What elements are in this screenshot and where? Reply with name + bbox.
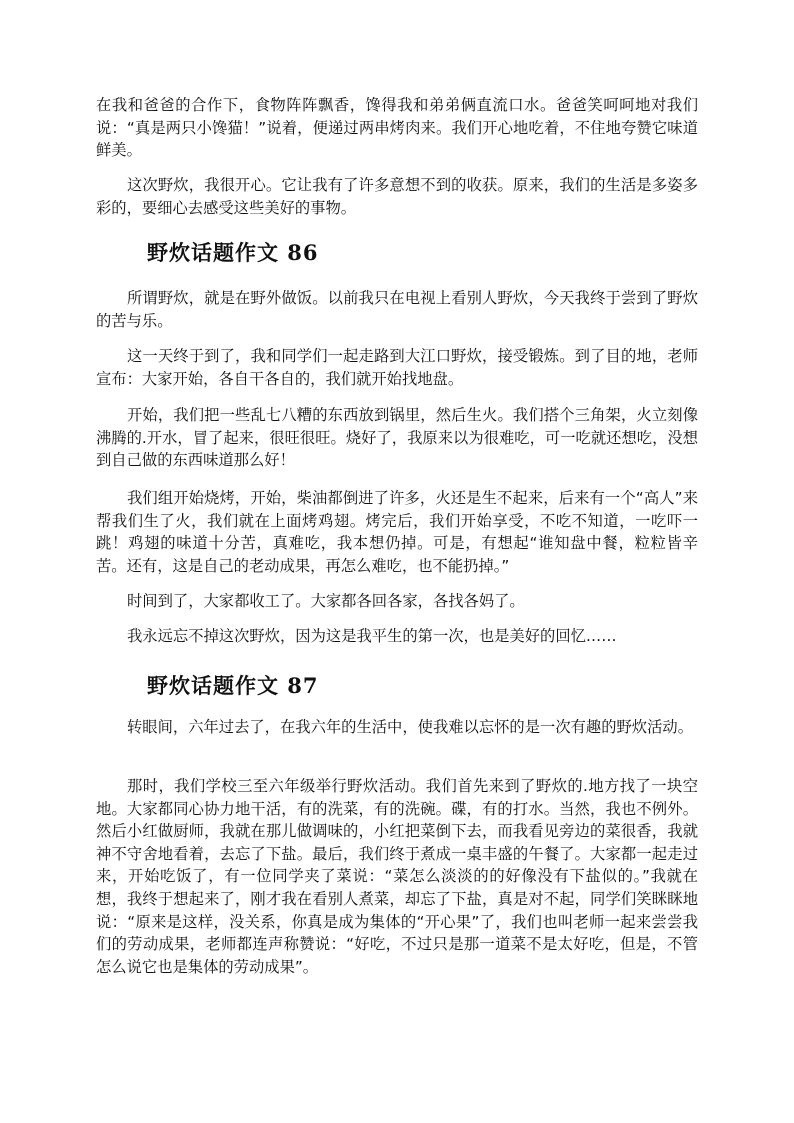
section-heading: 野炊话题作文 86 (147, 240, 319, 265)
paragraph: 开始，我们把一些乱七八糟的东西放到锅里，然后生火。我们搭个三角架，火立刻像沸腾的.开水，冒了起来，很旺很旺。烧好了，我原来以为很难吃，可一吃就还想吃，没想到自己做的东西味道那么好！ (96, 406, 698, 470)
section-heading: 野炊话题作文 87 (147, 673, 319, 698)
paragraph: 转眼间，六年过去了，在我六年的生活中，使我难以忘怀的是一次有趣的野炊活动。 (127, 718, 693, 736)
paragraph: 在我和爸爸的合作下，食物阵阵飘香，馋得我和弟弟俩直流口水。爸爸笑呵呵地对我们说：“真是两只小馋猫！”说着，便递过两串烤肉来。我们开心地吃着，不住地夸赞它味道鲜美。 (96, 96, 698, 160)
paragraph: 这一天终于到了，我和同学们一起走路到大江口野炊，接受锻炼。到了目的地，老师宣布：大家开始，各自干各自的，我们就开始找地盘。 (96, 347, 698, 388)
paragraph: 所谓野炊，就是在野外做饭。以前我只在电视上看别人野炊，今天我终于尝到了野炊的苦与乐。 (96, 289, 698, 330)
paragraph: 我们组开始烧烤，开始，柴油都倒进了许多，火还是生不起来，后来有一个“高人”来帮我们生了火，我们就在上面烤鸡翅。烤完后，我们开始享受，不吃不知道，一吃吓一跳！鸡翅的味道十分苦，真难吃，我本想仍掉。可是，有想起“谁知盘中餐，粒粒皆辛苦。还有，这是自己的老动成果，再怎么难吃，也不能扔掉。” (96, 489, 698, 575)
paragraph: 我永远忘不掉这次野炊，因为这是我平生的第一次，也是美好的回忆…… (127, 627, 617, 645)
paragraph: 这次野炊，我很开心。它让我有了许多意想不到的收获。原来，我们的生活是多姿多彩的，要细心去感受这些美好的事物。 (96, 176, 698, 217)
paragraph: 时间到了，大家都收工了。大家都各回各家，各找各妈了。 (127, 592, 525, 610)
paragraph: 那时，我们学校三至六年级举行野炊活动。我们首先来到了野炊的.地方找了一块空地。大家都同心协力地干活，有的洗菜，有的洗碗。碟，有的打水。当然，我也不例外。然后小红做厨师，我就在那儿做调味的，小红把菜倒下去，而我看见旁边的菜很香，我就神不守舍地看着，去忘了下盐。最后，我们终于煮成一桌丰盛的午餐了。大家都一起走过来，开始吃饭了，有一位同学夹了菜说：“菜怎么淡淡的的好像没有下盐似的。”我就在想，我终于想起来了，刚才我在看别人煮菜，却忘了下盐，真是对不起，同学们笑眯眯地说：“原来是这样，没关系，你真是成为集体的“开心果”了，我们也叫老师一起来尝尝我们的劳动成果，老师都连声称赞说：“好吃，不过只是那一道菜不是太好吃，但是，不管怎么说它也是集体的劳动成果”。 (96, 777, 698, 976)
